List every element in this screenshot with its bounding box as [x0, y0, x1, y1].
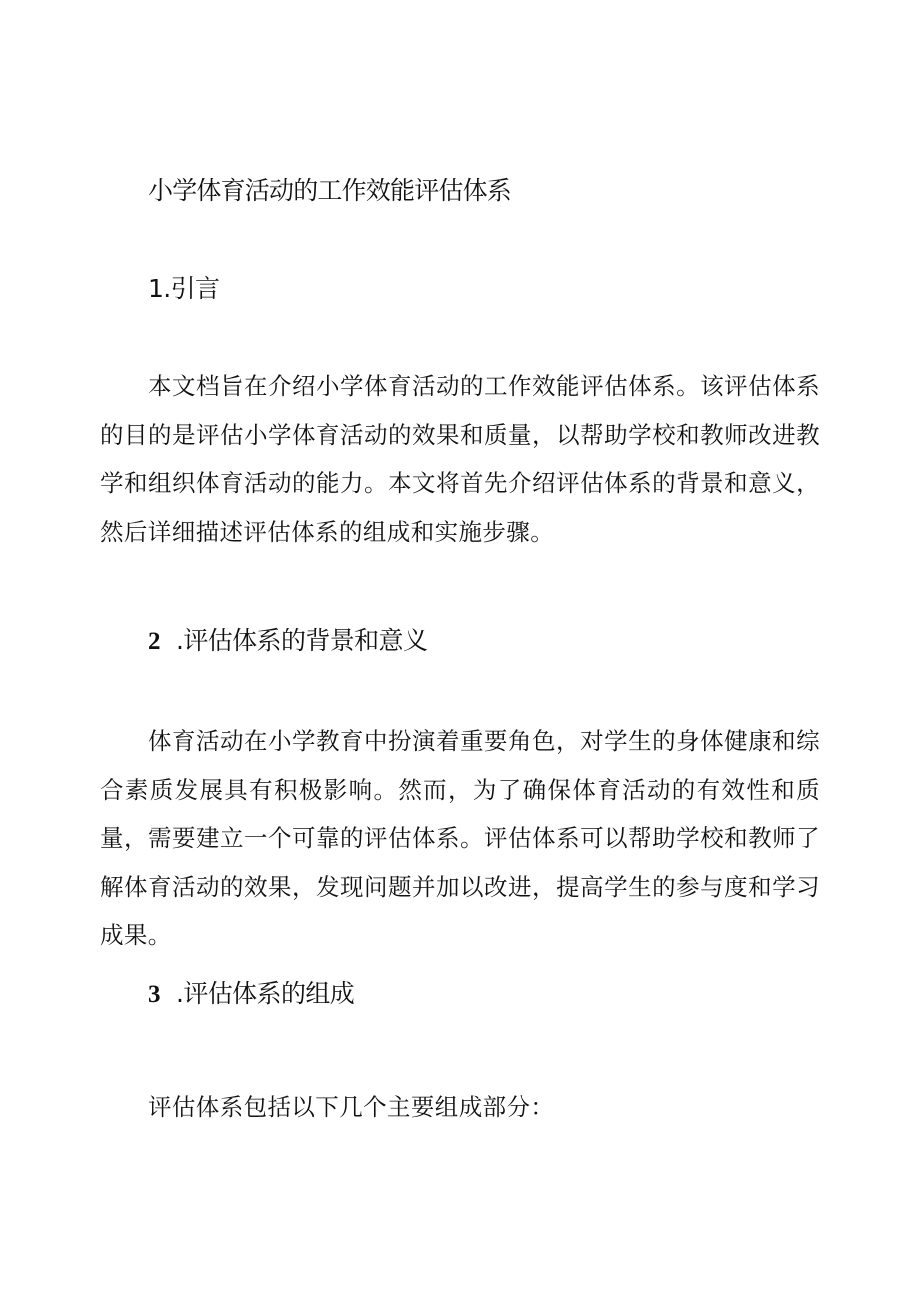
document-title: 小学体育活动的工作效能评估体系 — [148, 176, 512, 205]
section-heading-introduction — [148, 270, 219, 308]
section-number: 3 — [148, 981, 160, 1008]
section-title: .评估体系的组成 — [176, 979, 355, 1008]
section-paragraph-components: 评估体系包括以下几个主要组成部分： — [148, 1093, 555, 1121]
section-number: 1. — [148, 274, 171, 303]
section-heading-background — [148, 622, 427, 661]
section-paragraph-background: 体育活动在小学教育中扮演着重要角色，对学生的身体健康和综合素质发展具有积极影响。然而，为了确保体育活动的有效性和质量，需要建立一个可靠的评估体系。评估体系可以帮助学校和教师了解体育活动的效果，发现问题并加以改进，提高学生的参与度和学习成果。 — [100, 727, 820, 949]
section-paragraph-introduction: 本文档旨在介绍小学体育活动的工作效能评估体系。该评估体系的目的是评估小学体育活动的效果和质量，以帮助学校和教师改进教学和组织体育活动的能力。本文将首先介绍评估体系的背景和意义，然后详细描述评估体系的组成和实施步骤。 — [100, 372, 820, 546]
section-number: 2 — [148, 628, 160, 655]
section-title: .评估体系的背景和意义 — [176, 626, 428, 655]
section-heading-components — [148, 975, 354, 1014]
section-title: 引言 — [170, 274, 220, 303]
